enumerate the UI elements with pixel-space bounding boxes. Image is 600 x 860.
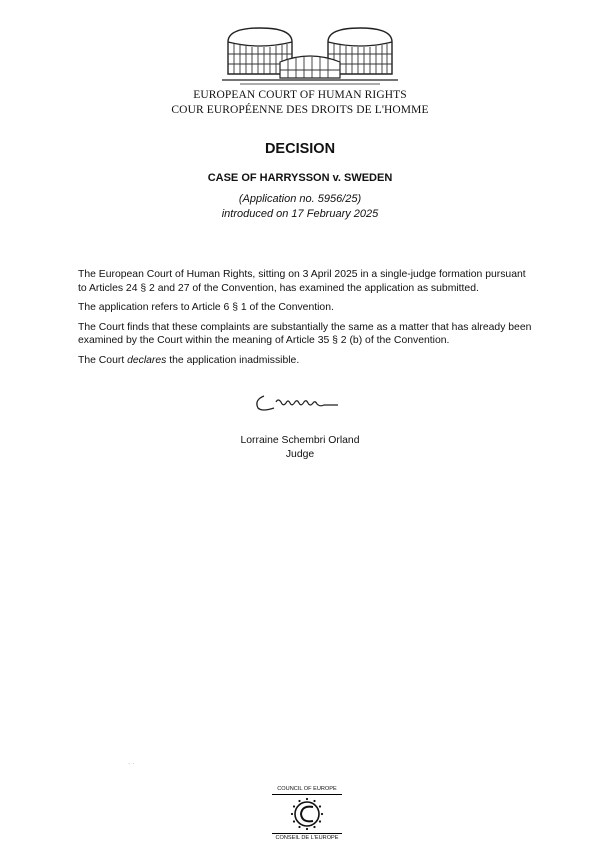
coe-label-french: CONSEIL DE L'EUROPE xyxy=(272,833,342,842)
court-name-french: COUR EUROPÉENNE DES DROITS DE L'HOMME xyxy=(171,104,429,116)
ruling-prefix: The Court xyxy=(78,354,128,366)
stray-mark: . . xyxy=(128,757,135,766)
introduced-date: introduced on 17 February 2025 xyxy=(221,208,379,220)
ruling-emphasis: declares xyxy=(127,354,167,366)
document-title: DECISION xyxy=(264,141,336,157)
paragraph-article: The application refers to Article 6 § 1 of the Convention. xyxy=(78,302,334,313)
judge-role: Judge xyxy=(285,449,315,460)
coe-label-english: COUNCIL OF EUROPE xyxy=(272,786,342,795)
paragraph-finding: The Court finds that these complaints are substantially the same as a matter that has already been examined by the Court within the meaning of Article 35 § 2 (b) of the Convention. xyxy=(78,321,532,346)
paragraph-ruling xyxy=(78,354,536,368)
judge-name: Lorraine Schembri Orland xyxy=(240,435,360,446)
coe-emblem-icon xyxy=(272,795,342,833)
case-title: CASE OF HARRYSSON v. SWEDEN xyxy=(207,172,393,184)
court-name-english: EUROPEAN COURT OF HUMAN RIGHTS xyxy=(193,89,407,101)
court-building-logo xyxy=(220,22,400,88)
application-info xyxy=(0,192,600,222)
council-of-europe-logo xyxy=(272,786,342,842)
judge-block xyxy=(0,434,600,462)
paragraph-formation: The European Court of Human Rights, sitting on 3 April 2025 in a single-judge formation pursuant to Articles 24 § 2 and 27 of the Convention, has examined the application as submitted. xyxy=(78,269,526,294)
decision-body xyxy=(78,268,536,373)
ruling-suffix: the application inadmissible. xyxy=(166,354,300,366)
judge-signature xyxy=(250,386,350,416)
application-number: (Application no. 5956/25) xyxy=(238,193,362,205)
